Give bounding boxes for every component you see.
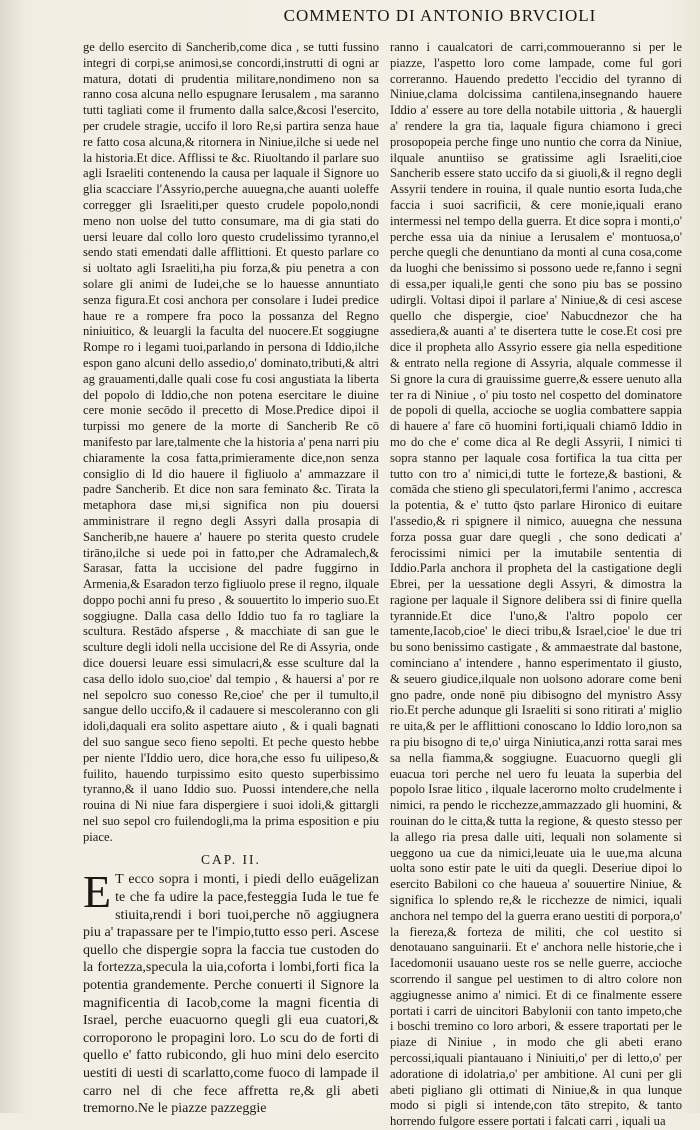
chapter-heading: CAP. II.	[201, 851, 261, 867]
left-column	[83, 40, 379, 1118]
running-head: COMMENTO DI ANTONIO BRVCIOLI	[283, 6, 597, 25]
right-paragraph: ranno i caualcatori de carri,commoueranno si per le piazze, l'aspetto loro come lampade, come ful gori correranno. Hauendo predetto l'eccidio del tyranno di Niniue,clama dolcissima cantilena,insegnando hauere Iddio a' essere au tore della notabile uittoria , & hauergli a' rendere la gra tia, laquale figura chiamono i greci prosopopeia perche finge uno nuntio che corra da Niniue, ilquale anuntiiso se gratissime agli Israeliti,cioe Sancherib essere stato uccifo da si giuoli,& il regno degli Assyrii tendere in rouina, il quale nuntio esorta Iuda,che faccia i suoi sacrificii, & cere monie,iquali erano intermessi nel tempo della guerra. Et dice sopra i monti,o' perche essa uia da niniue a Ierusalem e' montuosa,o' perche quegli che denuntiano da monti al cuna cosa,come da luoghi che benissimo si possono uede re,fanno i segni di essa,per iquali,le genti che sono piu bas se possino udirgli. Voltasi dipoi il parlare a' Niniue,& di cesi ascese quello che dispergie, cioe' Nabucdnezor che ha assediera,& auanti a' te disertera tutte le cose.Et cosi pre dice il propheta allo Assyrio essere gia nella espeditione & entrato nella regione di Assyria, alquale commesse il Si gnore la cura di grauissime guerre,& essere uenuto alla ter ra di Niniue , o' piu tosto nel cospetto del dominatore de popoli di quella, accioche se uoglia combattere sappia di hauere a' fare cō huomini forti,iquali chiamō Iddio in mo do che e' come dica al Re degli Assyrii, I nimici ti sopra stanno per laquale cosa fortifica la tua citta per tutto con tro a' nimici,di tutte le forteze,& bastioni, & comāda che stieno gli speculatori,fermi l'animo , accresca la potentia, & e' tutto q̄sto parlare Hironico di euitare l'assedio,& ri spignere il nimico, auuegna che nessuna forza possa guar dare quegli , che sono dedicati a' ferocissimi nimici per la imutabile sententia di Iddio.Parla anchora il propheta del la castigatione degli Ebrei, per la uessatione degli Assyri, & dimostra la ragione per laquale il Signore delibera ssi di finire quella tyrannide.Et dice l'uno,& l'altro popolo cer tamente,Iacob,cioe' le dieci tribu,& Israel,cioe' le due tri bu sono benissimo castigate , & ammaestrate dal bastone, cominciano a' intendere , hanno esperimentato il giusto, & seuero giudice,ilquale non uolsono adorare come beni gno padre, onde nonē piu dibisogno del mynistro Assy rio.Et perche adunque gli Israeliti si sono ritirati a' miglio re uita,& per le afflittioni conoscano lo Iddio loro,non sa ra piu bisogno di te,o' uirga Niniutica,anzi rotta sarai mes sa nella fiamma,& soggiugne. Euacuorno quegli gli euacua tori perche nel uero fu leuata la superbia del popolo Israe litico , ilquale lacerorno molto crudelmente i nimici, ra pendo le ricchezze,ammazzado gli huomini, & rouinan do le citta,& tutta la regione, & questo stesso per la allego ria presa dalle uiti, lequali non solamente si ueggono ua cue da nimici,leuate uia le uue,ma alcuna uolta sono estir pate le uiti da quegli. Deseriue dipoi lo esercito Babiloni co che haueua a' souuertire Niniue, & significa lo splendo re,& le ricchezze de nimici, iquali anchora nel tempo del la guerra erano uestiti di porpora,o' la fiereza,& forteza de militi, che col uestito si denotauano sanguinarii. Et e' anchora nelle historie,che i Iacedomonii usauano ueste ros se nelle guerre, accioche scorrendo il sangue pel uestimen to di altro colore non aggiugnesse animo a' nimici. Et di ce finalmente essere portati i carri de uincitori Babylonii con tanto impeto,che i boschi tremino co loro arbori, & essere traportati per le piaze di Niniue , in modo che gli abeti erano percossi,iquali piantauano i Niniuiti,o' per di letto,o' per adoratione di idolatria,o' per ambitione. Al cuni per gli abeti pigliano gli ottimati di Niniue,& in qua lunque modo si pigli si intende,con tāto strepito, & tanto horrendo fulgore essere portati i falcati carri , iquali ua	[390, 40, 682, 1129]
gutter-shadow	[0, 0, 24, 1113]
drop-cap: E	[83, 866, 112, 918]
chapter-text: T ecco sopra i monti, i piedi dello euāgelizan te che fa udire la pace,festeggia Iuda le tue fe stiuita,rendi i bori tuoi,perche nō aggiugnera piu a' trapassare per te l'impio,tutto esso peri. Ascese quello che dispergie sopra la faccia tue custoden do la fortezza,specula la uia,coforta i lombi,forti fica la potentia grandemente. Perche conuerti il Signore la magnificentia di Iacob,come la magni ficentia di Israel, perche euacuorno quegli gli eua cuatori,& corroporono le propagini loro. Lo scu do de forti di quello e' fatto rubicondo, gli huo mini delo esercito uestiti di uesti di scarlatto,come fuoco di lampade il carro nel di che fece affretta re,& gli abeti tremorno.Ne le piazze pazzeggie	[83, 872, 379, 1117]
chapter-text-block	[83, 866, 379, 1117]
right-column	[390, 40, 682, 1130]
left-paragraph: ge dello esercito di Sancherib,come dica , se tutti fussino integri di corpi,se animosi,se concordi,instrutti di ogni ar matura, dotati di prudentia militare,nondimeno non sa ranno cosa alcuna nello espugnare Ierusalem , ma saranno tutti tagliati come il frumento dalla salce,&cosi l'esercito, per crudele stragie, uccifo il loro Re,si partira senza haue re fatto cosa alcuna,& ritornera in Niniue,ilche si uede nel la historia.Et dice. Afflissi te &c. Riuoltando il parlare suo agli Israeliti contenendo la causa per laquale il Signore uo glia scacciare l'Assyrio,perche auuegna,che auanti uoleffe corregger gli Israeliti,per questo crudele popolo,nondi meno non uolse del tutto consumare, ma di gia stati do uersi leuare dal collo loro questo crudelissimo tyranno,el sendo stati emendati dalle afflittioni. Et questo parlare co si uoltato agli Israeliti,ha piu forza,& piu penetra a con solare gli animi de Iudei,che se lo hauesse annuntiato senza figura.Et cosi anchora per consolare i Iudei predice haue re a rompere fra poco la possanza del Regno niniuitico, & leuargli la facultа del nuocere.Et soggiugne Rompe ro i legami tuoi,parlando in persona di Iddio,ilche espon gano alcuni dello assedio,o' dominato,tributi,& altri ag grauamenti,dalle quali cose fu cosi angustiata la liberta del popolo di Iddio,che non potena esercitare le diuine cere monie secōdo il precetto di Mose.Predice dipoi il turpissi mo genere de la morte di Sancherib Re cō manifesto par lare,talmente che la historia a' pena narri piu chiaramente la cosa fatta,primieramente dice,non senza consiglio di Id dio hauere il figliuolo a' ammazzare il padre Sancherib. Et dice non sara feminato &c. Tirata la metaphora dase mi,si significa non piu douersi amministrare il regno degli Assyri dalla prosapia di Sancherib,ne hauere a' hauere po sterita questo crudele tirāno,ilche si uede poi in fatto,per che Adramalech,& Sarasar, fatta la uccisione del padre fuggirno in Armenia,& Esaradon terzo figliuolo prese il regno, ilquale doppo pochi anni fu preso , & souuertito lo imperio suo.Et soggiugne. Dalla casa dello Iddio tuo fa ro tagliare la scultura. Restādo afsperse , & macchiate di san gue le sculture degli idoli nella uccisione del Re di Assyria, onde dice douersi leuare essi simulacri,& esse sculture dal la casa dello idolo suo,cioe' dal tempio , & hauersi a' por re nel sepolcro suo conesso Re,cioe' che per il tumulto,il sangue dello uccifo,& il cadauere si mescoleranno con gli idoli,daquali era solito aspettare aiuto , & i quali bagnati del suo sangue seco fieno sepolti. Et peche questo hebbe per niente l'Iddio uero, dice hora,che esso fu uilipeso,& fuilito, hauendo turpissimo esito questo superbissimo tyranno,& il uano Iddio suo. Puossi intendere,che nella rouina di Ni niue fara dispergiere i suoi idoli,& gittargli nel suo sepol cro fuilendogli,ma la prima esposition e piu piace.	[83, 40, 379, 844]
